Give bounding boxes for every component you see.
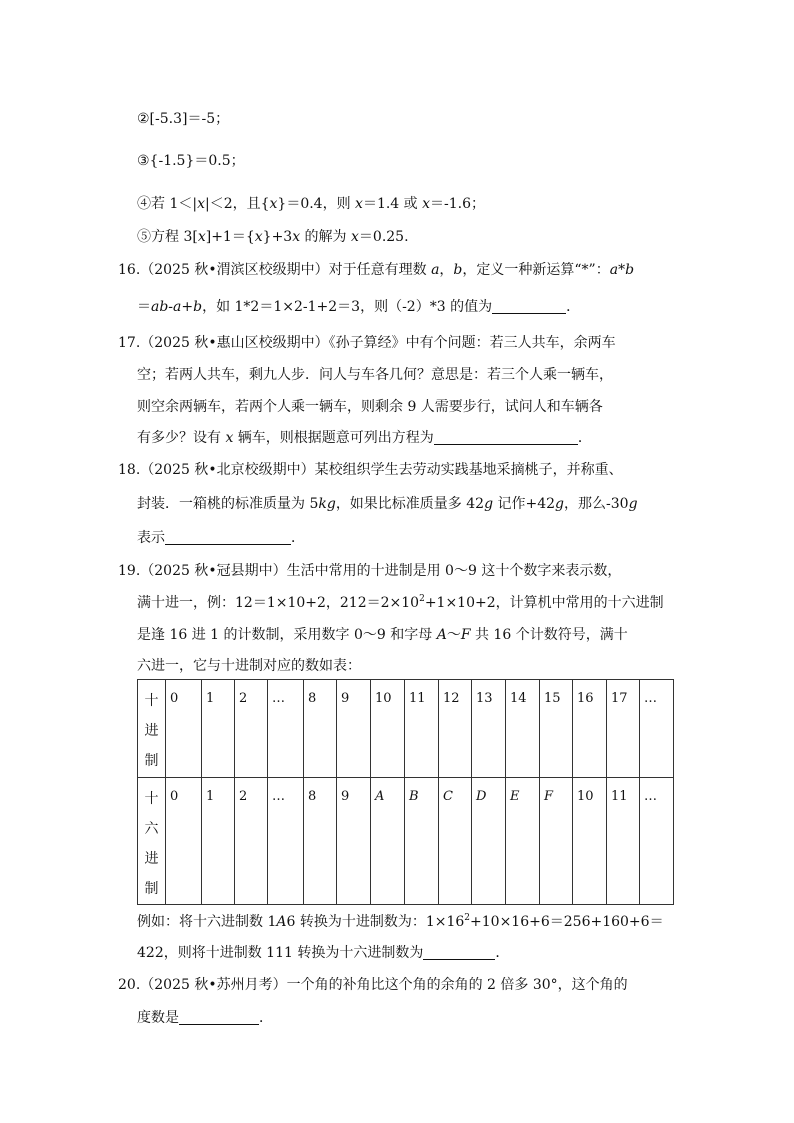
table-cell: 16 [573,680,607,778]
question-18-line-1: 18.（2025 秋•北京校级期中）某校组织学生去劳动实践基地采摘桃子，并称重、 [118,462,623,478]
table-cell: 1 [202,778,235,905]
table-cell: C [439,778,472,905]
table-cell: 17 [607,680,640,778]
question-20-line-1: 20.（2025 秋•苏州月考）一个角的补角比这个角的余角的 2 倍多 30°，这个角的 [118,977,628,993]
decimal-row-header: 十 进 制 [138,680,166,778]
table-cell: … [268,680,304,778]
question-17-line-2: 空；若两人共车，剩九人步．问人与车各几何？意思是：若三个人乘一辆车， [137,367,613,383]
table-cell: 10 [371,680,405,778]
answer-blank-16[interactable] [492,297,566,314]
table-cell: 11 [405,680,439,778]
question-19-line-5: 例如：将十六进制数 1A6 转换为十进制数为：$1\times 16^2+10\times 16+6=256+160+6=$ [137,913,664,930]
table-cell: 12 [439,680,472,778]
question-19-line-2: 满十进一，例：12＝1×10+2，$212=2\times 10^2+1\times 10+2$，计算机中常用的十六进制 [137,594,664,611]
table-cell: … [640,778,674,905]
question-17-line-4: 有多少？设有 x 辆车，则根据题意可列出方程为 ． [137,430,592,446]
question-16-line-2: ＝ab-a+b，如 1*2＝1×2-1+2＝3，则（-2）*3 的值为 ． [137,299,581,315]
table-cell: A [371,778,405,905]
question-18-line-3: 表示 ． [137,530,305,546]
table-cell: 8 [304,680,337,778]
table-cell: 0 [166,778,202,905]
table-cell: … [268,778,304,905]
question-19-line-6: 422，则将十进制数 111 转换为十六进制数为 ． [137,945,510,961]
question-16-line-1: 16.（2025 秋•渭滨区校级期中）对于任意有理数 a，b，定义一种新运算“*”：a*b [118,262,635,278]
question-17-line-3: 则空余两辆车，若两个人乘一辆车，则剩余 9 人需要步行，试问人和车辆各 [137,399,603,415]
question-19-line-4: 六进一，它与十进制对应的数如表： [137,658,361,674]
table-cell: 2 [235,680,268,778]
condition-2: ②[-5.3]＝-5； [137,111,230,127]
table-cell: 9 [337,778,371,905]
answer-blank-17[interactable] [434,428,578,445]
table-cell: 13 [472,680,506,778]
condition-3: ③{-1.5}＝0.5； [137,153,245,169]
question-19-line-3: 是逢 16 进 1 的计数制，采用数字 0～9 和字母 A～F 共 16 个计数符号，满十 [137,627,628,643]
decimal-row [138,680,674,778]
table-cell: B [405,778,439,905]
question-19-line-1: 19.（2025 秋•冠县期中）生活中常用的十进制是用 0～9 这十个数字来表示数， [118,563,622,579]
hexadecimal-row [138,778,674,905]
table-cell: 15 [540,680,573,778]
answer-blank-20[interactable] [179,1008,259,1025]
table-cell: E [506,778,540,905]
table-cell: 10 [573,778,607,905]
table-cell: 11 [607,778,640,905]
table-cell: D [472,778,506,905]
table-cell: 9 [337,680,371,778]
condition-4: ④若 1＜|x|＜2，且{x}＝0.4，则 x＝1.4 或 x＝-1.6； [137,196,486,212]
table-cell: 8 [304,778,337,905]
hexadecimal-row-header: 十 六 进 制 [138,778,166,905]
table-cell: 2 [235,778,268,905]
table-cell: 0 [166,680,202,778]
table-cell: 14 [506,680,540,778]
question-17-line-1: 17.（2025 秋•惠山区校级期中）《孙子算经》中有个问题：若三人共车，余两车 [118,335,616,351]
answer-blank-19[interactable] [423,943,495,960]
table-cell: … [640,680,674,778]
base-conversion-table [137,679,674,905]
condition-5: ⑤方程 3[x]+1＝{x}+3x 的解为 x＝0.25. [137,229,409,245]
table-cell: F [540,778,573,905]
question-20-line-2: 度数是 ． [137,1010,273,1026]
table-cell: 1 [202,680,235,778]
question-18-line-2: 封装．一箱桃的标准质量为 5kg，如果比标准质量多 42g 记作+42g，那么-30g [137,496,638,512]
answer-blank-18[interactable] [165,528,291,545]
